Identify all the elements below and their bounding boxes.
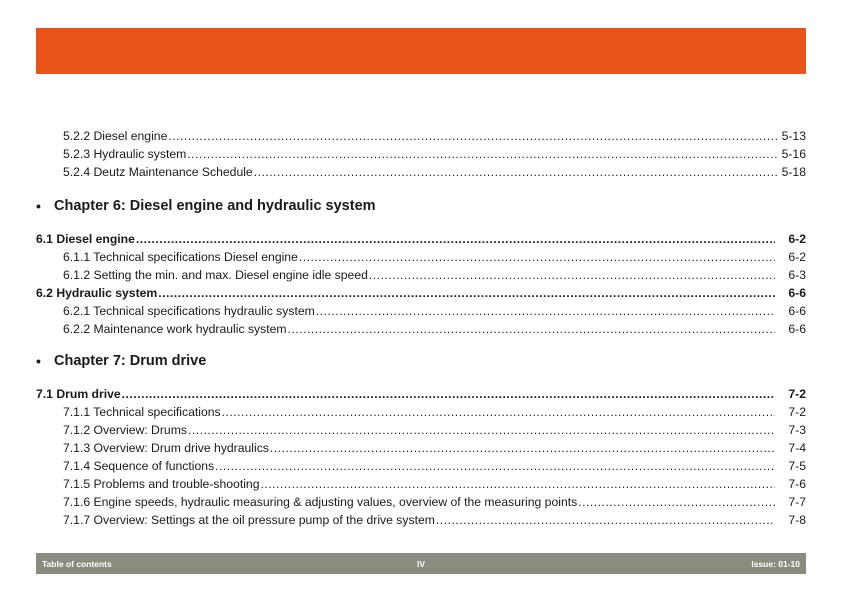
chapter-7-heading: [36, 351, 206, 371]
toc-entry-7-1[interactable]: [36, 383, 806, 401]
toc-entry-title: 6.1.1 Technical specifications Diesel engine: [63, 250, 298, 264]
toc-entry-page: 6-6: [788, 304, 806, 318]
toc-entry-page: 7-6: [788, 477, 806, 491]
chapter-title: Chapter 6: Diesel engine and hydraulic system: [54, 198, 376, 214]
toc-entry-7-1-3[interactable]: [36, 437, 806, 455]
dot-leader: [316, 304, 775, 318]
toc-entry-page: 5-13: [781, 129, 806, 143]
chapter-6-heading: [36, 196, 376, 216]
footer-bar: [36, 553, 806, 574]
toc-entry-page: 7-5: [788, 459, 806, 473]
toc-entry-title: 7.1.5 Problems and trouble-shooting: [63, 477, 260, 491]
dot-leader: [254, 165, 779, 179]
dot-leader: [168, 129, 778, 143]
toc-entry-6-2-2[interactable]: [36, 318, 806, 336]
toc-entry-7-1-5[interactable]: [36, 473, 806, 491]
toc-entry-page: 5-18: [781, 165, 806, 179]
toc-entry-title: 6.1 Diesel engine: [36, 232, 135, 246]
toc-entry-title: 6.2.2 Maintenance work hydraulic system: [63, 322, 287, 336]
dot-leader: [222, 405, 775, 419]
toc-entry-page: 7-2: [788, 405, 806, 419]
toc-entry-6-1[interactable]: [36, 228, 806, 246]
toc-entry-title: 7.1.7 Overview: Settings at the oil pressure pump of the drive system: [63, 513, 435, 527]
toc-entry-7-1-2[interactable]: [36, 419, 806, 437]
toc-entry-title: 7.1.6 Engine speeds, hydraulic measuring & adjusting values, overview of the measuring points: [63, 495, 578, 509]
toc-entry-6-2-1[interactable]: [36, 300, 806, 318]
dot-leader: [436, 513, 775, 527]
toc-entry-page: 6-2: [788, 250, 806, 264]
toc-entry-7-1-1[interactable]: [36, 401, 806, 419]
dot-leader: [215, 459, 775, 473]
toc-entry-6-2[interactable]: [36, 282, 806, 300]
toc-entry-title: 7.1.3 Overview: Drum drive hydraulics: [63, 441, 269, 455]
toc-entry-title: 7.1.4 Sequence of functions: [63, 459, 215, 473]
footer-section-title: Table of contents: [42, 559, 112, 569]
header-bar: [36, 28, 806, 74]
toc-entry-7-1-4[interactable]: [36, 455, 806, 473]
dot-leader: [578, 495, 775, 509]
toc-entry-7-1-7[interactable]: [36, 509, 806, 527]
bullet: •: [36, 353, 41, 369]
toc-entry-6-1-2[interactable]: [36, 264, 806, 282]
toc-entry-5-2-4[interactable]: [36, 161, 806, 179]
toc-entry-page: 7-3: [788, 423, 806, 437]
toc-entry-6-1-1[interactable]: [36, 246, 806, 264]
toc-entry-title: 5.2.3 Hydraulic system: [63, 147, 187, 161]
dot-leader: [122, 387, 775, 401]
toc-entry-title: 7.1.1 Technical specifications: [63, 405, 221, 419]
dot-leader: [270, 441, 775, 455]
dot-leader: [188, 423, 775, 437]
toc-entry-title: 6.2.1 Technical specifications hydraulic system: [63, 304, 315, 318]
toc-entry-page: 7-4: [788, 441, 806, 455]
toc-entry-7-1-6[interactable]: [36, 491, 806, 509]
toc-entry-page: 7-8: [788, 513, 806, 527]
toc-entry-page: 5-16: [781, 147, 806, 161]
dot-leader: [158, 286, 775, 300]
toc-entry-page: 6-3: [788, 268, 806, 282]
toc-entry-title: 6.2 Hydraulic system: [36, 286, 158, 300]
footer-issue: Issue: 01-10: [751, 559, 800, 569]
toc-entry-title: 6.1.2 Setting the min. and max. Diesel engine idle speed: [63, 268, 368, 282]
dot-leader: [187, 147, 778, 161]
toc-entry-title: 5.2.4 Deutz Maintenance Schedule: [63, 165, 253, 179]
toc-entry-5-2-2[interactable]: [36, 125, 806, 143]
chapter-title: Chapter 7: Drum drive: [54, 353, 207, 369]
toc-entry-page: 7-2: [788, 387, 806, 401]
toc-entry-page: 6-6: [788, 322, 806, 336]
dot-leader: [136, 232, 775, 246]
toc-entry-page: 7-7: [788, 495, 806, 509]
toc-entry-page: 6-2: [788, 232, 806, 246]
dot-leader: [260, 477, 775, 491]
footer-page-number: IV: [417, 559, 426, 569]
dot-leader: [299, 250, 775, 264]
toc-entry-title: 5.2.2 Diesel engine: [63, 129, 168, 143]
toc-entry-title: 7.1.2 Overview: Drums: [63, 423, 187, 437]
dot-leader: [369, 268, 775, 282]
toc-entry-5-2-3[interactable]: [36, 143, 806, 161]
toc-entry-page: 6-6: [788, 286, 806, 300]
bullet: •: [36, 198, 41, 214]
toc-entry-title: 7.1 Drum drive: [36, 387, 121, 401]
dot-leader: [288, 322, 775, 336]
